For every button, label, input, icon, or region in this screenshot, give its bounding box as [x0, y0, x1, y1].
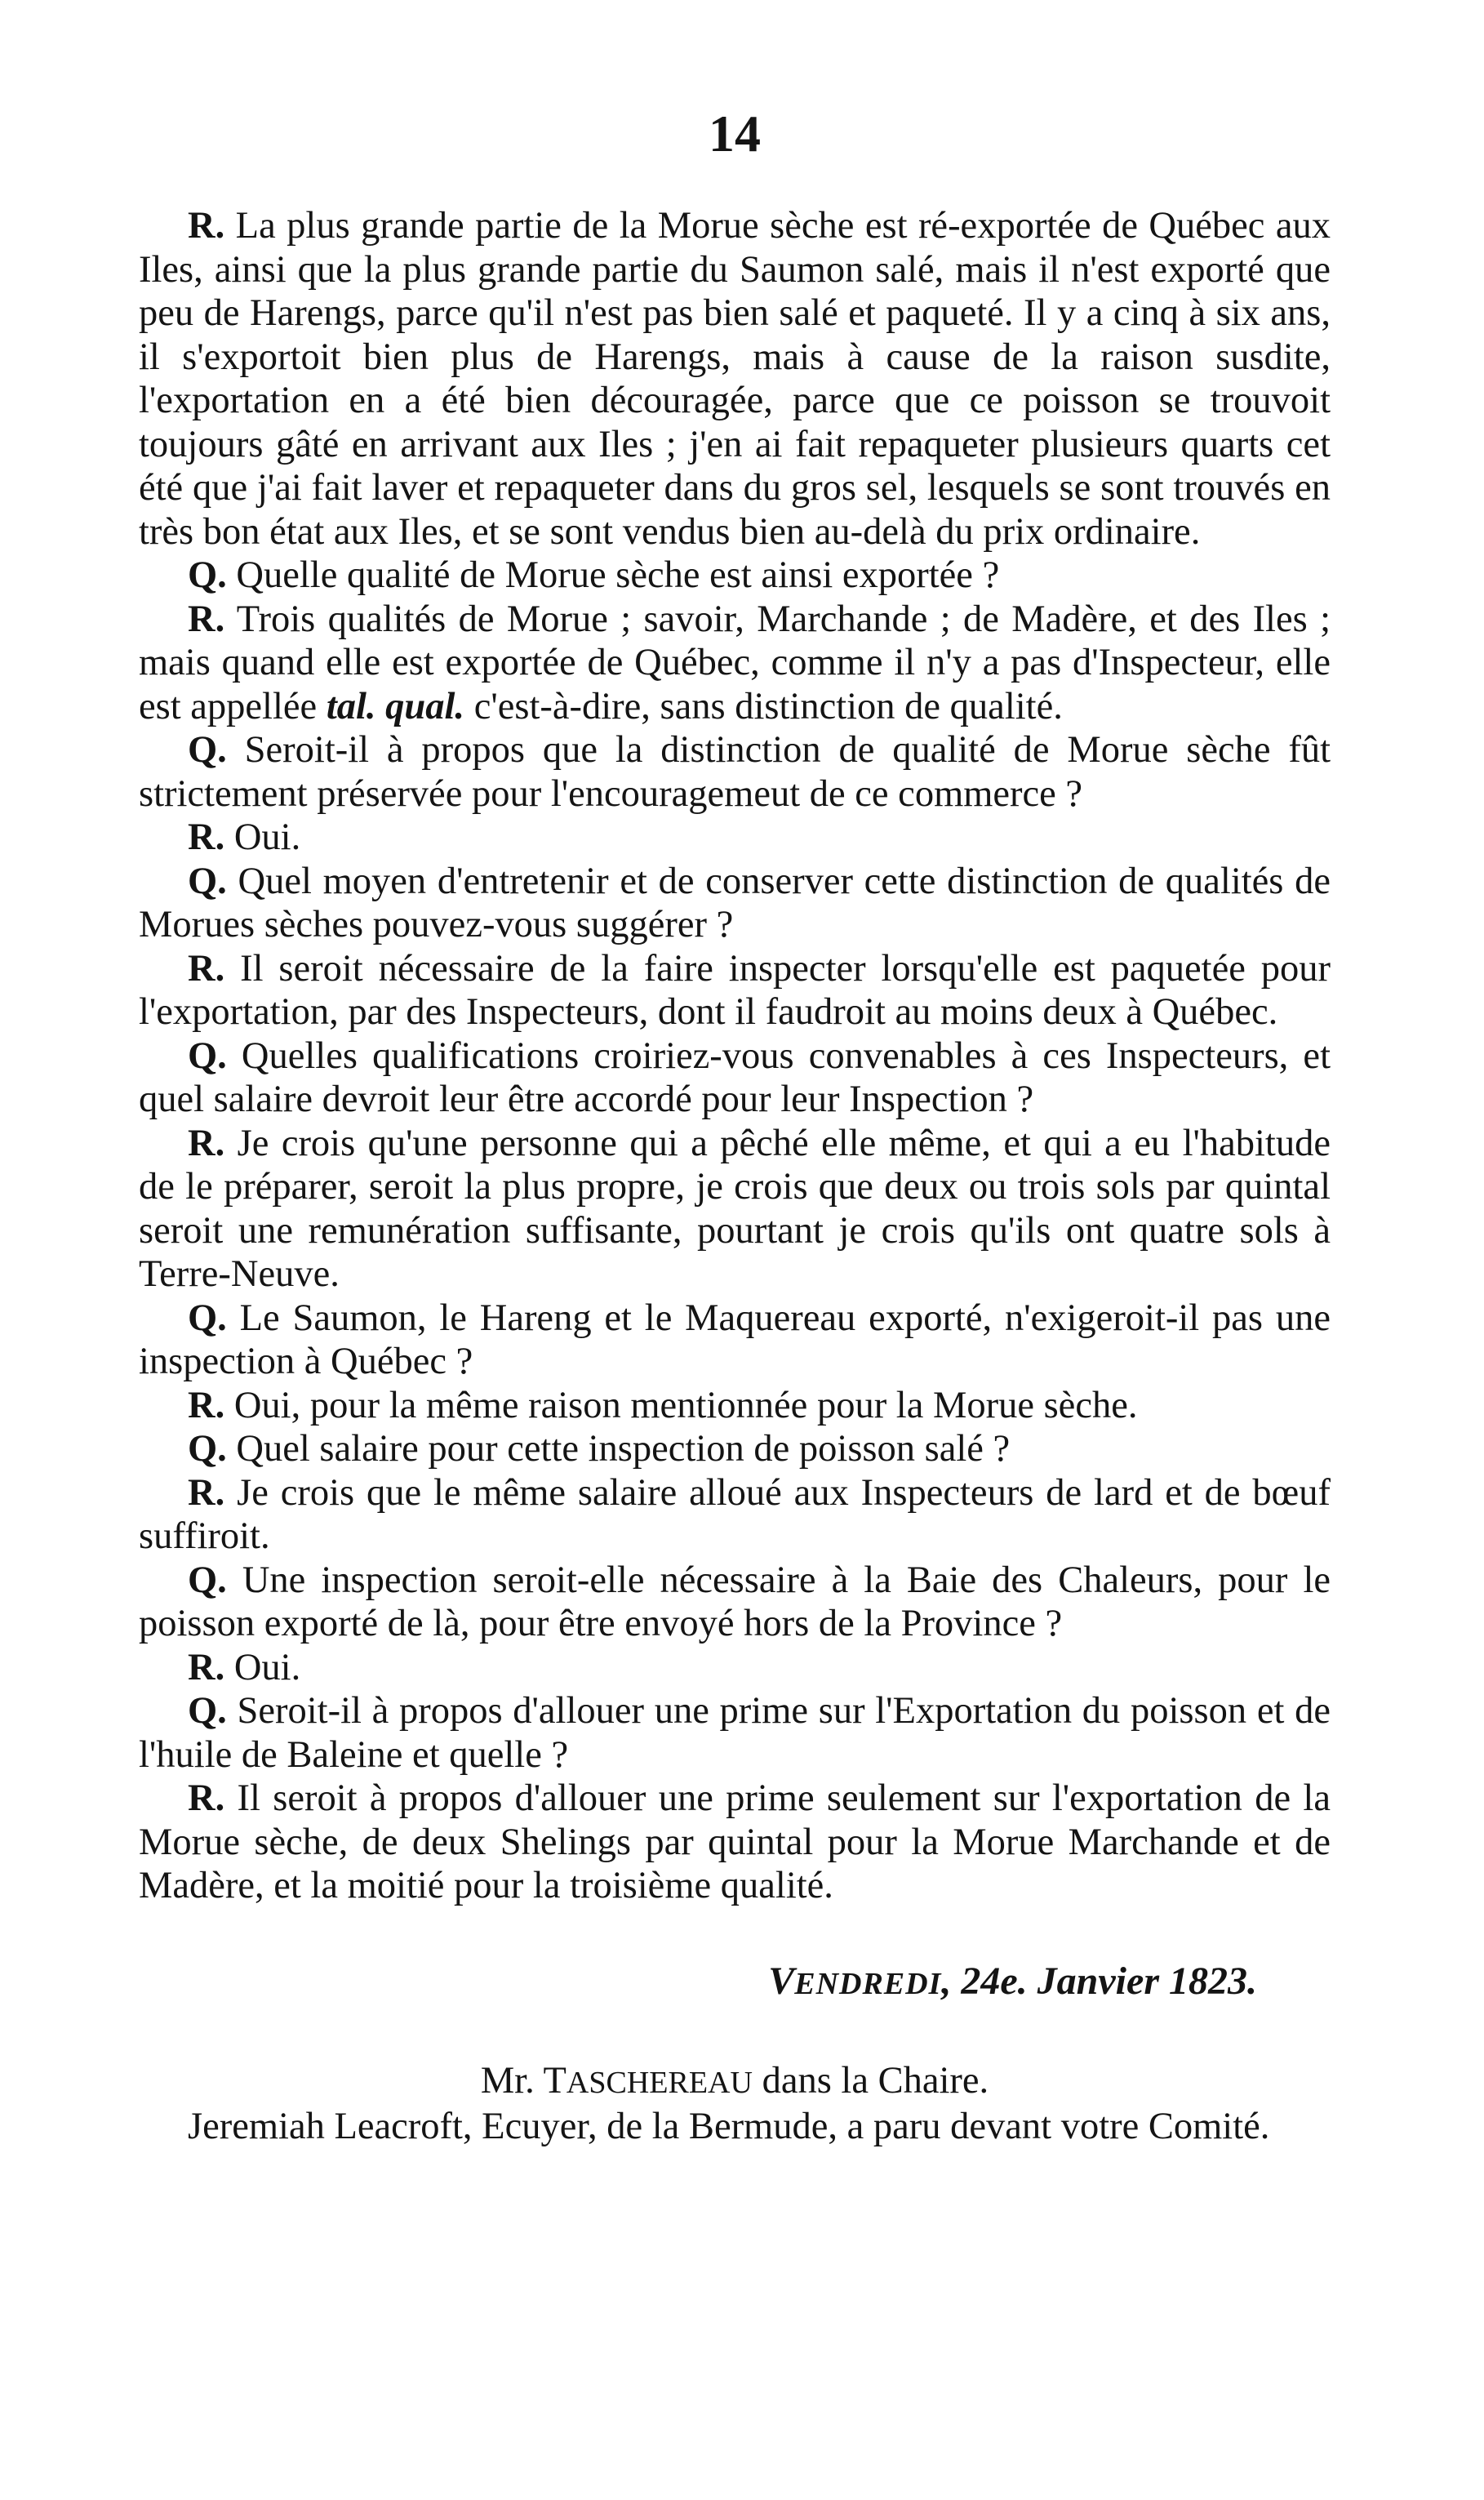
speaker-label: Q.: [188, 1690, 227, 1732]
speaker-label: Q.: [188, 1034, 227, 1077]
paragraph: [139, 554, 1331, 598]
speaker-label: R.: [188, 1646, 225, 1688]
paragraph: [139, 1034, 1331, 1122]
dateline: [139, 1959, 1331, 2007]
speaker-label: Q.: [188, 1297, 227, 1339]
paragraph-text: Oui.: [224, 1646, 301, 1688]
paragraph-text: Quel salaire pour cette inspection de poisson salé ?: [226, 1428, 1011, 1470]
paragraph-text: Trois qualités de Morue ; savoir, Marchande ; de Madère, et des Iles ; mais quand elle est exportée de Québec, comme il n'y a pas d'Inspecteur, elle est appellée: [139, 598, 1331, 727]
paragraph: [139, 1384, 1331, 1428]
paragraph: [139, 860, 1331, 947]
paragraph-text: Je crois que le même salaire alloué aux Inspecteurs de lard et de bœuf suffiroit.: [139, 1471, 1331, 1557]
dateline-day-initial: V: [768, 1959, 795, 2003]
speaker-label: R.: [188, 1384, 225, 1426]
paragraph: [139, 1559, 1331, 1646]
italic-term: tal. qual.: [326, 685, 465, 727]
speaker-label: R.: [188, 816, 225, 858]
paragraph: [139, 816, 1331, 860]
speaker-label: Q.: [188, 1559, 227, 1601]
speaker-label: Q.: [188, 1428, 227, 1470]
dateline-day-rest: ENDREDI: [794, 1966, 942, 2001]
chair-name: ASCHEREAU: [566, 2065, 753, 2100]
paragraph: [139, 1427, 1331, 1471]
speaker-label: R.: [188, 947, 225, 990]
paragraph-text: Le Saumon, le Hareng et le Maquereau exporté, n'exigeroit-il pas une inspection à Québec ?: [139, 1297, 1331, 1382]
paragraph: [139, 1297, 1331, 1384]
paragraph: [139, 947, 1331, 1034]
chair-prefix: Mr. T: [480, 2059, 566, 2102]
paragraph-text: Il seroit nécessaire de la faire inspecter lorsqu'elle est paquetée pour l'exportation, par des Inspecteurs, dont il faudroit au moins deux à Québec.: [139, 947, 1331, 1033]
closing-paragraph: Jeremiah Leacroft, Ecuyer, de la Bermude, a paru devant votre Comité.: [188, 2106, 1270, 2147]
chair-line: [139, 2059, 1331, 2106]
paragraph: [139, 1646, 1331, 1690]
paragraph-text: Seroit-il à propos d'allouer une prime sur l'Exportation du poisson et de l'huile de Baleine et quelle ?: [139, 1690, 1331, 1776]
speaker-label: Q.: [188, 860, 227, 902]
paragraph-text: Oui.: [224, 816, 301, 858]
paragraph-text: Oui, pour la même raison mentionnée pour la Morue sèche.: [224, 1384, 1138, 1426]
paragraph-text: Il seroit à propos d'allouer une prime seulement sur l'exportation de la Morue sèche, de deux Shelings par quintal pour la Morue Marchande et de Madère, et la moitié pour la troisième qualité.: [139, 1777, 1331, 1906]
paragraph: [139, 1689, 1331, 1777]
speaker-label: R.: [188, 1471, 225, 1514]
speaker-label: R.: [188, 1122, 225, 1164]
chair-suffix: dans la Chaire.: [752, 2059, 989, 2102]
speaker-label: R.: [188, 598, 225, 640]
paragraph-text: Quelle qualité de Morue sèche est ainsi exportée ?: [226, 554, 1000, 596]
speaker-label: Q.: [188, 554, 227, 596]
paragraph: [139, 1471, 1331, 1559]
paragraph: [139, 1122, 1331, 1297]
paragraph-text: Je crois qu'une personne qui a pêché elle même, et qui a eu l'habitude de le préparer, seroit la plus propre, je crois que deux ou trois sols par quintal seroit une remunération suffisante, pourtant je crois qu'ils ont quatre sols à Terre-Neuve.: [139, 1122, 1331, 1295]
paragraph: [139, 598, 1331, 729]
dateline-date: , 24e. Janvier 1823.: [941, 1959, 1257, 2003]
speaker-label: Q.: [188, 729, 227, 771]
paragraph: [139, 728, 1331, 816]
paragraph-text: Quel moyen d'entretenir et de conserver cette distinction de qualités de Morues sèches pouvez-vous suggérer ?: [139, 860, 1331, 945]
paragraph-text: Quelles qualifications croiriez-vous convenables à ces Inspecteurs, et quel salaire devroit leur être accordé pour leur Inspection ?: [139, 1034, 1331, 1120]
paragraph: [139, 204, 1331, 554]
paragraph: [139, 1777, 1331, 1908]
document-page: [139, 0, 1331, 2500]
testimony-body: [139, 204, 1331, 2149]
paragraph-text: Seroit-il à propos que la distinction de qualité de Morue sèche fût strictement préservée pour l'encouragemeut de ce commerce ?: [139, 729, 1331, 815]
paragraph-text-after: c'est-à-dire, sans distinction de qualité.: [464, 685, 1063, 727]
speaker-label: R.: [188, 1777, 225, 1819]
paragraph-text: Une inspection seroit-elle nécessaire à la Baie des Chaleurs, pour le poisson exporté de là, pour être envoyé hors de la Province ?: [139, 1559, 1331, 1644]
speaker-label: R.: [188, 205, 225, 247]
page-number: 14: [709, 105, 761, 162]
paragraph-text: La plus grande partie de la Morue sèche est ré-exportée de Québec aux Iles, ainsi que la plus grande partie du Saumon salé, mais il n'est exporté que peu de Harengs, parce qu'il n'est pas bien salé et paqueté. Il y a cinq à six ans, il s'exportoit bien plus de Harengs, mais à cause de la raison susdite, l'exportation en a été bien découragée, parce que ce poisson se trouvoit toujours gâté en arrivant aux Iles ; j'en ai fait repaqueter plusieurs quarts cet été que j'ai fait laver et repaqueter dans du gros sel, lesquels se sont trouvés en très bon état aux Iles, et se sont vendus bien au-delà du prix ordinaire.: [139, 205, 1331, 553]
